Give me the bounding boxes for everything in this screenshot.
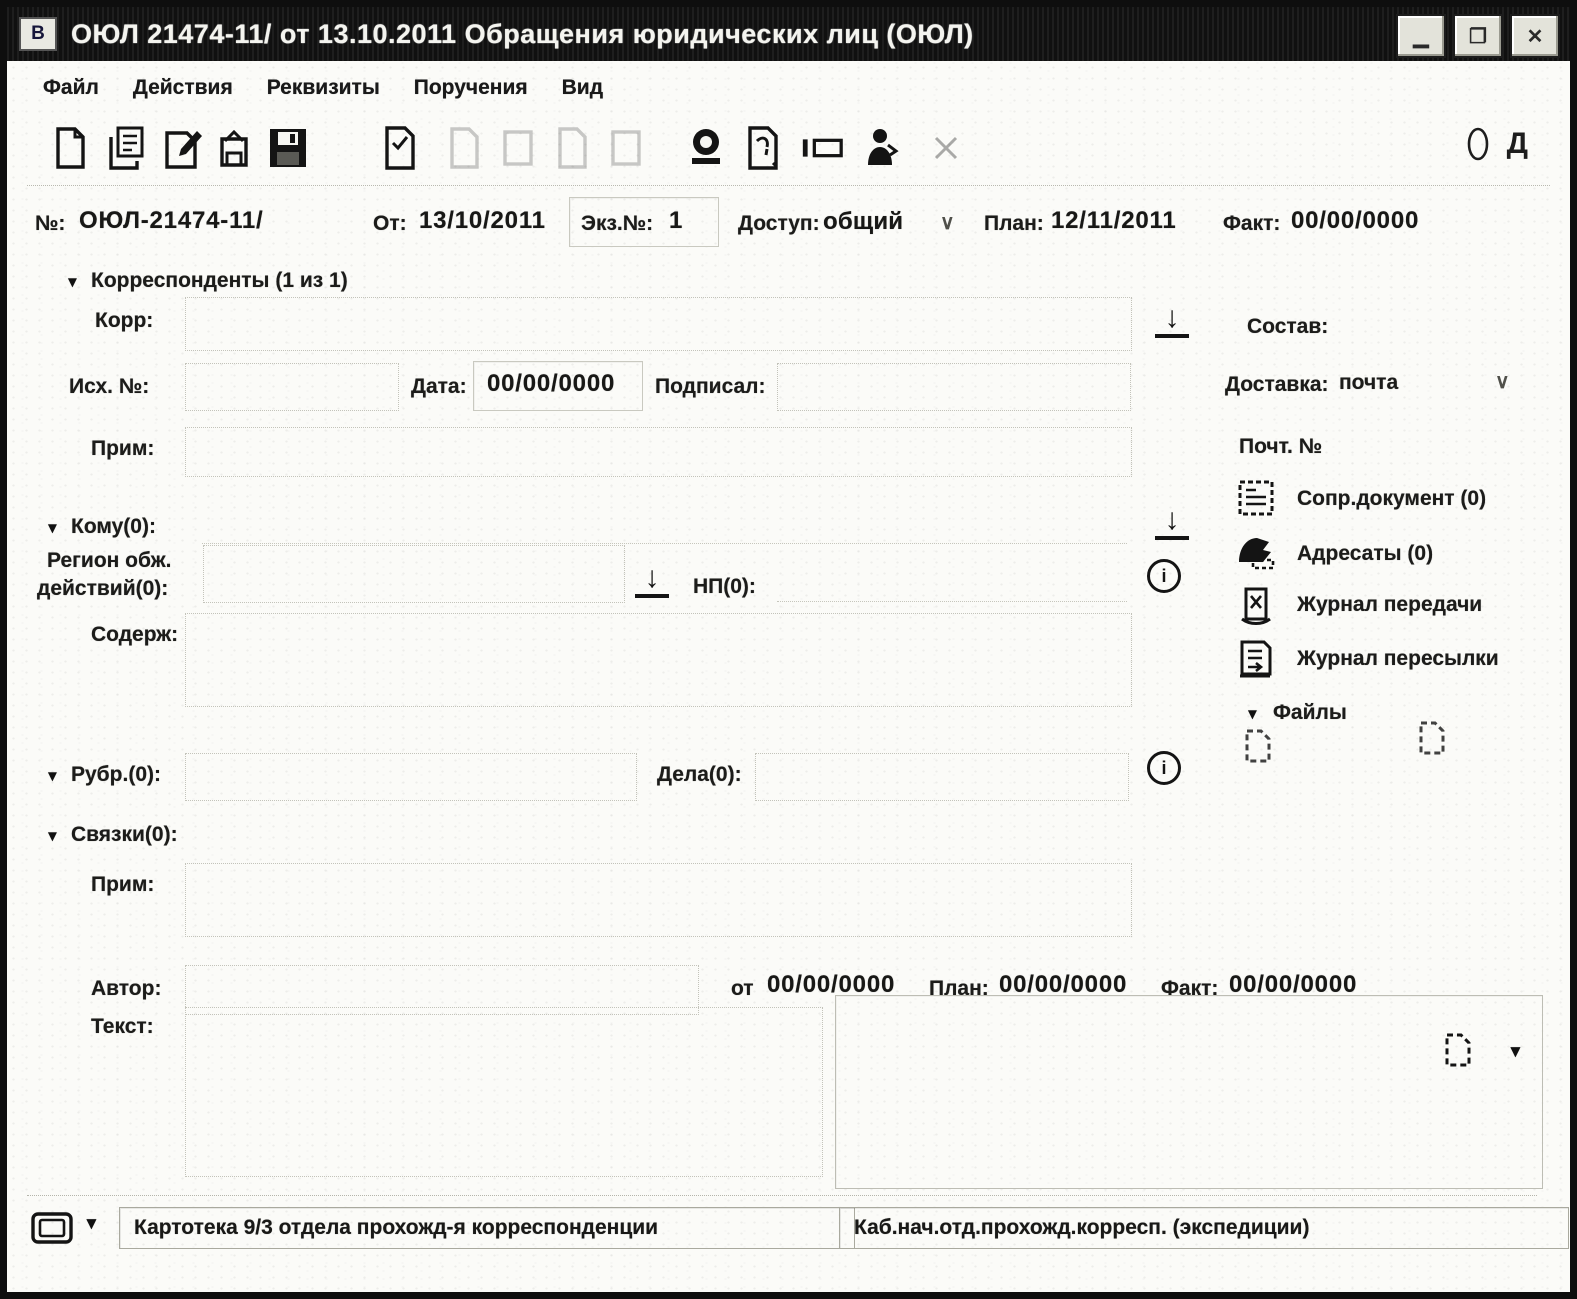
signed-by-input[interactable] (777, 363, 1131, 411)
corr-date-label: Дата: (411, 375, 467, 398)
author-fact-label: Факт: (1161, 977, 1219, 1000)
stamp-icon[interactable] (683, 123, 729, 173)
down-arrow-icon[interactable]: ↓ (635, 563, 669, 598)
region-label-line2: действий(0): (37, 577, 169, 600)
author-from-label: от (731, 977, 754, 1000)
copy-document-icon[interactable] (103, 123, 149, 173)
fact-date-label: Факт: (1223, 212, 1281, 235)
rubric-label: Рубр.(0): (71, 763, 161, 786)
menu-requisites[interactable]: Реквизиты (266, 76, 380, 99)
links-label: Связки(0): (71, 823, 178, 846)
copy-number-value[interactable]: 1 (669, 207, 684, 234)
cases-input[interactable] (755, 753, 1129, 801)
resolution-frame-icon[interactable] (799, 123, 845, 173)
cases-label: Дела(0): (657, 763, 742, 786)
file-icon[interactable] (1409, 713, 1455, 763)
np-label: НП(0): (693, 575, 756, 598)
author-from-value[interactable]: 00/00/0000 (767, 971, 896, 998)
addressees-label[interactable]: Адресаты (0) (1297, 542, 1434, 565)
menu-actions[interactable]: Действия (132, 76, 233, 99)
menu-orders[interactable]: Поручения (413, 76, 528, 99)
copy-number-label: Экз.№: (581, 212, 654, 235)
doc-number-value[interactable]: ОЮЛ-21474-11/ (79, 207, 264, 234)
down-arrow-icon[interactable]: ↓ (1155, 303, 1189, 338)
attached-file-icon[interactable] (1435, 1025, 1481, 1075)
correspondents-section-label: Корреспонденты (1 из 1) (91, 269, 348, 292)
to-label: Кому(0): (71, 515, 156, 538)
author-fact-value[interactable]: 00/00/0000 (1229, 971, 1358, 998)
corr-date-value[interactable]: 00/00/0000 (487, 370, 616, 397)
forward-document-icon[interactable] (741, 123, 787, 173)
toolbar-separator (27, 185, 1550, 186)
logo-letter: Д (1506, 127, 1528, 160)
rubric-collapse-icon[interactable]: ▼ (45, 768, 60, 785)
plan-date-value[interactable]: 12/11/2011 (1051, 207, 1177, 234)
window-controls (1396, 14, 1560, 58)
region-input[interactable] (203, 545, 625, 603)
file-icon[interactable] (1235, 721, 1281, 771)
card-index-field[interactable] (119, 1207, 855, 1249)
window-title: ОЮЛ 21474-11/ от 13.10.2011 Обращения юридических лиц (ОЮЛ) (71, 18, 974, 49)
compose-label: Состав: (1247, 315, 1329, 338)
fact-date-value[interactable]: 00/00/0000 (1291, 207, 1420, 234)
access-dropdown-icon[interactable]: ∨ (940, 212, 955, 234)
note-label: Прим: (91, 873, 155, 896)
content-input[interactable] (185, 613, 1132, 707)
to-collapse-icon[interactable]: ▼ (45, 520, 60, 537)
access-value[interactable]: общий (823, 208, 904, 235)
save-icon[interactable] (265, 123, 311, 173)
executor-person-icon[interactable] (857, 123, 903, 173)
forwarding-journal-label[interactable]: Журнал пересылки (1297, 647, 1499, 670)
minimize-button[interactable]: ▁ (1396, 14, 1446, 58)
toolbar (21, 109, 1556, 187)
author-plan-value[interactable]: 00/00/0000 (999, 971, 1128, 998)
text-input-left[interactable] (185, 1007, 823, 1177)
corr-note-input[interactable] (185, 427, 1132, 477)
disabled-tool-icon (603, 123, 649, 173)
logo-ellipse-icon (1465, 125, 1491, 163)
disabled-tool-icon (441, 123, 487, 173)
doc-number-label: №: (35, 212, 66, 235)
np-input[interactable] (777, 563, 1127, 602)
cabinet-selector-icon[interactable] (29, 1203, 75, 1253)
disabled-tool-icon (549, 123, 595, 173)
outgoing-number-label: Исх. №: (69, 375, 150, 398)
delivery-value[interactable]: почта (1339, 371, 1399, 394)
maximize-button[interactable]: ❐ (1453, 14, 1503, 58)
signed-by-label: Подписал: (655, 375, 766, 398)
transfer-journal-label[interactable]: Журнал передачи (1297, 593, 1483, 616)
delo-logo (1465, 125, 1528, 163)
menu-file[interactable]: Файл (43, 76, 99, 99)
menu-bar (21, 69, 1556, 107)
home-document-icon[interactable] (213, 123, 259, 173)
addressees-icon[interactable] (1233, 527, 1279, 577)
note-input[interactable] (185, 863, 1132, 937)
author-plan-label: План: (929, 977, 989, 1000)
card-index-value: Картотека 9/3 отдела прохожд-я корреспонденции (134, 1216, 659, 1239)
app-icon: В (19, 17, 57, 51)
files-section-label: Файлы (1273, 701, 1347, 724)
accompanying-document-label[interactable]: Сопр.документ (0) (1297, 487, 1487, 510)
accompanying-document-icon[interactable] (1233, 473, 1279, 523)
cabinet-selector-dropdown-icon[interactable]: ▼ (83, 1214, 100, 1233)
correspondent-label: Корр: (95, 309, 154, 332)
info-icon[interactable]: i (1143, 751, 1179, 785)
title-bar (7, 7, 1570, 61)
corr-note-label: Прим: (91, 437, 155, 460)
content-label: Содерж: (91, 623, 179, 646)
menu-view[interactable]: Вид (561, 76, 604, 99)
correspondent-input[interactable] (185, 297, 1132, 351)
delivery-dropdown-icon[interactable]: ∨ (1495, 371, 1510, 393)
close-button[interactable]: ✕ (1510, 14, 1560, 58)
plan-date-label: План: (984, 212, 1044, 235)
new-document-icon[interactable] (47, 123, 93, 173)
files-collapse-icon[interactable]: ▼ (1245, 706, 1260, 723)
links-collapse-icon[interactable]: ▼ (45, 828, 60, 845)
edit-document-icon[interactable] (159, 123, 205, 173)
text-dropdown-icon[interactable]: ▼ (1507, 1042, 1524, 1061)
correspondents-collapse-icon[interactable]: ▼ (65, 274, 80, 291)
cabinet-field[interactable] (839, 1207, 1569, 1249)
cabinet-value: Каб.нач.отд.прохожд.корресп. (экспедиции) (854, 1216, 1310, 1239)
disabled-tool-icon (923, 123, 969, 173)
rubric-input[interactable] (185, 753, 637, 801)
doc-date-label: От: (373, 212, 407, 235)
text-label: Текст: (91, 1015, 154, 1038)
register-document-icon[interactable] (377, 123, 423, 173)
access-label: Доступ: (738, 212, 820, 235)
outgoing-number-input[interactable] (185, 363, 399, 411)
down-arrow-icon[interactable]: ↓ (1155, 505, 1189, 540)
info-icon[interactable]: i (1143, 559, 1179, 593)
post-number-label: Почт. № (1239, 435, 1323, 458)
delivery-label: Доставка: (1225, 373, 1329, 396)
statusbar-divider (27, 1195, 1537, 1196)
doc-date-value[interactable]: 13/10/2011 (419, 207, 546, 234)
to-input[interactable] (202, 507, 1127, 544)
transfer-journal-icon[interactable] (1235, 579, 1281, 629)
region-label-line1: Регион обж. (47, 549, 172, 572)
disabled-tool-icon (495, 123, 541, 173)
forwarding-journal-icon[interactable] (1233, 633, 1279, 683)
author-label: Автор: (91, 977, 162, 1000)
